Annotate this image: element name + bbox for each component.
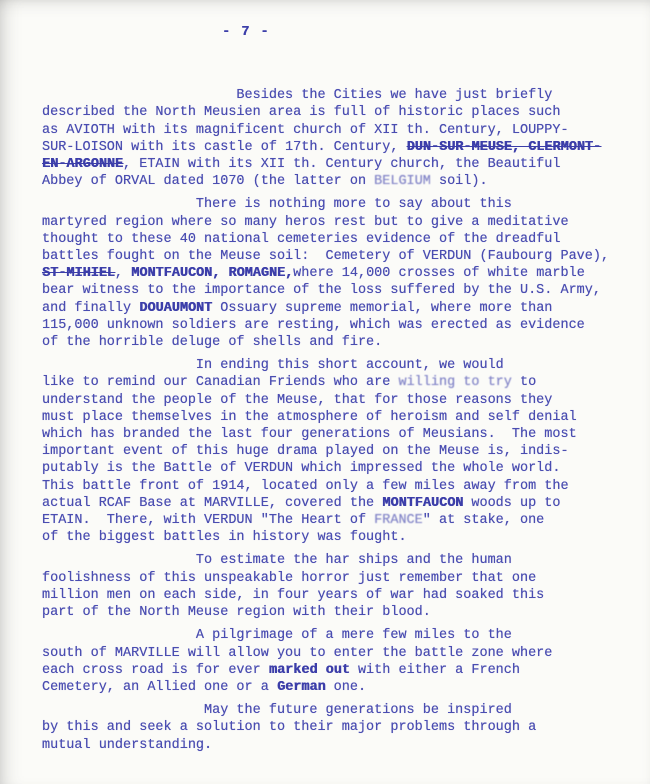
text-line: ETAIN. There, with VERDUN "The Heart of FRANCE" at stake, one [42, 513, 545, 529]
text-line: martyred region where so many heros rest but to give a meditative [42, 214, 569, 230]
text-line: which has branded the last four generations of Meusians. The most [42, 427, 577, 443]
paragraph [42, 357, 650, 546]
text-line: A pilgrimage of a mere few miles to the [42, 628, 512, 644]
text-line: mutual understanding. [42, 737, 213, 753]
text-line: To estimate the har ships and the human [42, 553, 512, 569]
text-line: part of the North Meuse region with their blood. [42, 605, 431, 621]
paragraph [42, 552, 650, 621]
text-line: In ending this short account, we would [42, 358, 504, 374]
text-line: by this and seek a solution to their major problems through a [42, 720, 537, 736]
text-line: battles fought on the Meuse soil: Cemetery of VERDUN (Faubourg Pave), [42, 249, 610, 265]
text-line: This battle front of 1914, located only a few miles away from the [42, 478, 569, 494]
text-line: as AVIOTH with its magnificent church of XII th. Century, LOUPPY- [42, 122, 569, 138]
text-line: EN-ARGONNE, ETAIN with its XII th. Century church, the Beautiful [42, 157, 561, 173]
document-body [42, 87, 650, 754]
text-line: and finally DOUAUMONT Ossuary supreme memorial, where more than [42, 300, 553, 316]
paragraph [42, 196, 650, 351]
paragraph [42, 702, 650, 754]
page-number: - 7 - [222, 25, 271, 40]
text-line: bear witness to the importance of the loss suffered by the U.S. Army, [42, 283, 601, 299]
paragraph [42, 87, 650, 190]
text-line: Abbey of ORVAL dated 1070 (the latter on BELGIUM soil). [42, 174, 488, 190]
overstruck-text: MONTFAUCON, ROMAGNE, [131, 266, 294, 282]
text-line: of the biggest battles in history was fought. [42, 530, 407, 546]
text-line: 115,000 unknown soldiers are resting, which was erected as evidence [42, 317, 585, 333]
text-line: ST-MIHIEL, MONTFAUCON, ROMAGNE,where 14,000 crosses of white marble [42, 266, 585, 282]
text-line: Cemetery, an Allied one or a German one. [42, 679, 367, 695]
text-line: There is nothing more to say about this [42, 197, 512, 213]
text-line: SUR-LOISON with its castle of 17th. Century, DUN-SUR-MEUSE, CLERMONT- [42, 139, 601, 155]
text-line: thought to these 40 national cemeteries evidence of the dreadful [42, 231, 561, 247]
smudged-text: BELGIUM [374, 174, 431, 190]
paragraph [42, 627, 650, 696]
struck-text: ST-MIHIEL [42, 266, 115, 282]
text-line: million men on each side, in four years of war had soaked this [42, 587, 545, 603]
overstruck-text: German [276, 679, 326, 695]
text-line: described the North Meusien area is full of historic places such [42, 105, 561, 121]
text-line: must place themselves in the atmosphere of heroism and self denial [42, 409, 577, 425]
text-line: of the horrible deluge of shells and fire. [42, 335, 383, 351]
smudged-text: FRANCE [374, 513, 423, 529]
text-line: foolishness of this unspeakable horror just remember that one [42, 570, 537, 586]
text-line: understand the people of the Meuse, that for those reasons they [42, 392, 553, 408]
text-line: like to remind our Canadian Friends who are willing to try to [42, 375, 537, 391]
text-line: important event of this huge drama played on the Meuse is, indis- [42, 444, 569, 460]
text-line: actual RCAF Base at MARVILLE, covered the MONTFAUCON woods up to [42, 495, 561, 511]
overstruck-text: MONTFAUCON [382, 495, 464, 511]
text-line: putably is the Battle of VERDUN which impressed the whole world. [42, 461, 561, 477]
text-line: Besides the Cities we have just briefly [42, 88, 553, 104]
struck-text: DUN-SUR-MEUSE, CLERMONT- [406, 139, 601, 155]
overstruck-text: DOUAUMONT [139, 300, 213, 316]
text-line: south of MARVILLE will allow you to enter the battle zone where [42, 645, 553, 661]
smudged-text: willing to try [398, 375, 512, 391]
overstruck-text: marked out [268, 662, 350, 678]
struck-text: EN-ARGONNE [42, 157, 124, 173]
text-line: each cross road is for ever marked out with either a French [42, 662, 520, 678]
text-line: May the future generations be inspired [42, 703, 512, 719]
